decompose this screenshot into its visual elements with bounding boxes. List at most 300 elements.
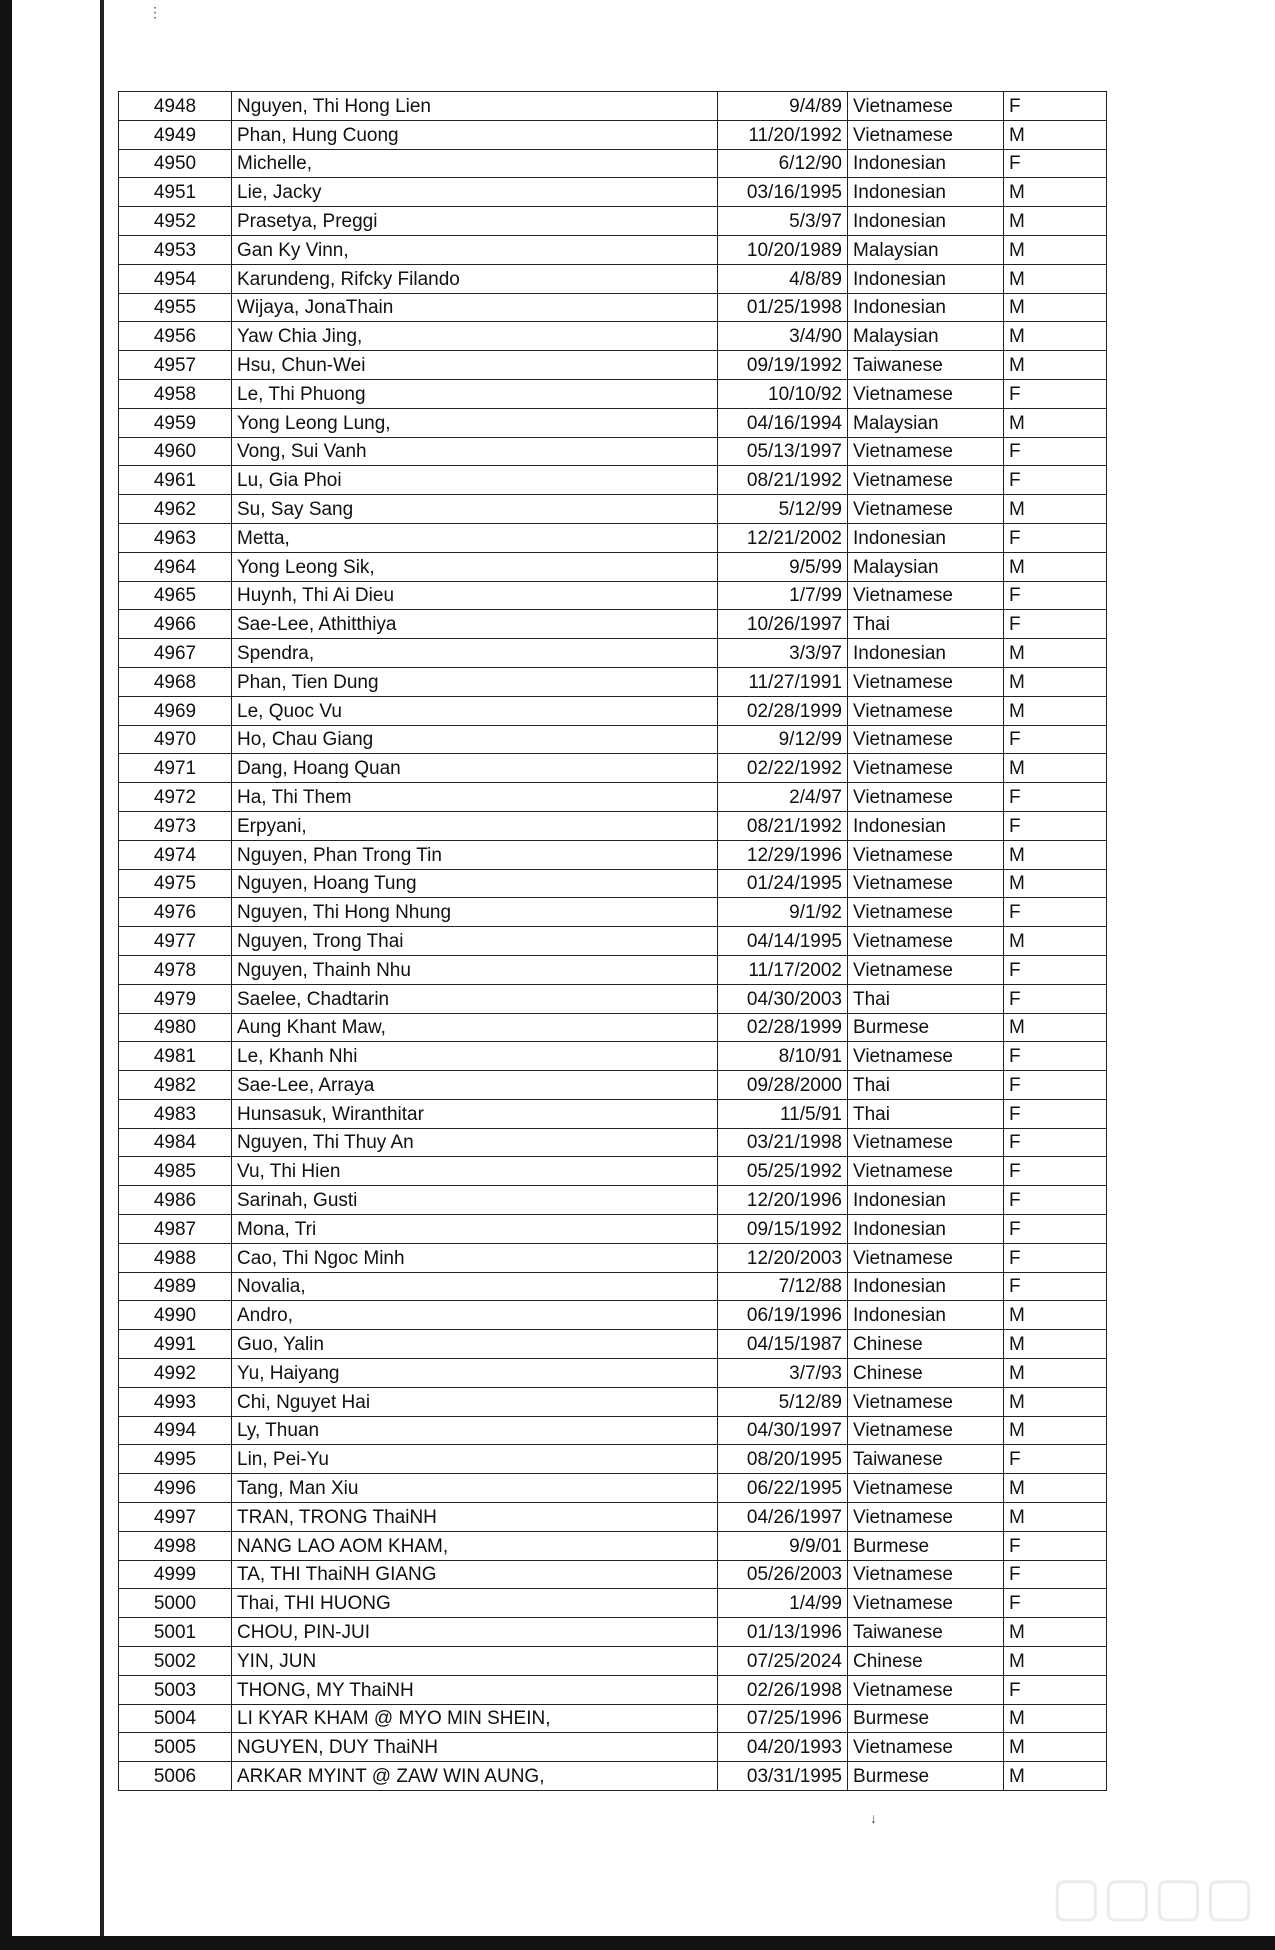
record-dob-cell: 3/3/97 [718,639,848,668]
record-nationality-cell: Vietnamese [848,898,1004,927]
record-nationality-cell: Indonesian [848,1301,1004,1330]
record-id-cell: 4980 [119,1013,232,1042]
record-dob-cell: 03/21/1998 [718,1128,848,1157]
record-sex-cell: M [1004,1618,1107,1647]
record-sex-cell: F [1004,984,1107,1013]
table-row [119,984,1107,1013]
record-nationality-cell: Vietnamese [848,1128,1004,1157]
record-dob-cell: 08/20/1995 [718,1445,848,1474]
table-row [119,1157,1107,1186]
table-row [119,1301,1107,1330]
record-id-cell: 4961 [119,466,232,495]
record-nationality-cell: Indonesian [848,1186,1004,1215]
record-dob-cell: 02/28/1999 [718,696,848,725]
record-nationality-cell: Malaysian [848,408,1004,437]
record-dob-cell: 06/22/1995 [718,1474,848,1503]
record-nationality-cell: Vietnamese [848,379,1004,408]
record-dob-cell: 12/20/1996 [718,1186,848,1215]
record-nationality-cell: Vietnamese [848,754,1004,783]
record-id-cell: 4974 [119,840,232,869]
record-nationality-cell: Vietnamese [848,667,1004,696]
record-nationality-cell: Indonesian [848,149,1004,178]
record-dob-cell: 02/26/1998 [718,1675,848,1704]
record-name-cell: Lin, Pei-Yu [232,1445,718,1474]
record-dob-cell: 04/30/2003 [718,984,848,1013]
scan-speck: ⋮ [148,4,162,20]
record-sex-cell: M [1004,1704,1107,1733]
record-dob-cell: 10/26/1997 [718,610,848,639]
record-nationality-cell: Vietnamese [848,1675,1004,1704]
record-dob-cell: 05/26/2003 [718,1560,848,1589]
record-nationality-cell: Vietnamese [848,437,1004,466]
record-sex-cell: M [1004,495,1107,524]
record-nationality-cell: Vietnamese [848,1243,1004,1272]
record-nationality-cell: Malaysian [848,322,1004,351]
record-name-cell: Nguyen, Thi Hong Lien [232,92,718,121]
table-row [119,437,1107,466]
record-id-cell: 4956 [119,322,232,351]
record-id-cell: 4952 [119,207,232,236]
record-id-cell: 4972 [119,783,232,812]
record-sex-cell: F [1004,725,1107,754]
record-name-cell: Huynh, Thi Ai Dieu [232,581,718,610]
table-row [119,667,1107,696]
record-dob-cell: 9/9/01 [718,1531,848,1560]
record-nationality-cell: Burmese [848,1762,1004,1791]
record-nationality-cell: Vietnamese [848,495,1004,524]
record-nationality-cell: Vietnamese [848,725,1004,754]
record-sex-cell: F [1004,783,1107,812]
table-row [119,1675,1107,1704]
record-nationality-cell: Indonesian [848,1215,1004,1244]
record-dob-cell: 10/20/1989 [718,235,848,264]
record-dob-cell: 3/7/93 [718,1359,848,1388]
record-sex-cell: F [1004,1128,1107,1157]
record-id-cell: 5004 [119,1704,232,1733]
table-row [119,1560,1107,1589]
record-dob-cell: 04/20/1993 [718,1733,848,1762]
record-id-cell: 5000 [119,1589,232,1618]
table-row [119,1531,1107,1560]
record-nationality-cell: Taiwanese [848,351,1004,380]
record-name-cell: CHOU, PIN-JUI [232,1618,718,1647]
record-id-cell: 4969 [119,696,232,725]
record-name-cell: Nguyen, Hoang Tung [232,869,718,898]
record-id-cell: 4953 [119,235,232,264]
table-row [119,783,1107,812]
table-row [119,523,1107,552]
record-sex-cell: F [1004,1531,1107,1560]
record-sex-cell: F [1004,1215,1107,1244]
record-name-cell: Ha, Thi Them [232,783,718,812]
record-sex-cell: M [1004,235,1107,264]
record-name-cell: Thai, THI HUONG [232,1589,718,1618]
record-dob-cell: 07/25/2024 [718,1647,848,1676]
record-id-cell: 4963 [119,523,232,552]
record-id-cell: 4989 [119,1272,232,1301]
table-row [119,639,1107,668]
record-name-cell: TA, THI ThaiNH GIANG [232,1560,718,1589]
table-row [119,322,1107,351]
record-id-cell: 4973 [119,811,232,840]
record-id-cell: 4955 [119,293,232,322]
record-id-cell: 4975 [119,869,232,898]
record-dob-cell: 11/17/2002 [718,955,848,984]
record-id-cell: 4976 [119,898,232,927]
record-sex-cell: M [1004,927,1107,956]
record-name-cell: Vong, Sui Vanh [232,437,718,466]
record-id-cell: 4949 [119,120,232,149]
record-name-cell: Nguyen, Phan Trong Tin [232,840,718,869]
record-name-cell: Karundeng, Rifcky Filando [232,264,718,293]
record-id-cell: 4964 [119,552,232,581]
record-dob-cell: 2/4/97 [718,783,848,812]
record-nationality-cell: Vietnamese [848,1042,1004,1071]
record-id-cell: 4995 [119,1445,232,1474]
record-sex-cell: F [1004,92,1107,121]
record-id-cell: 4954 [119,264,232,293]
record-nationality-cell: Taiwanese [848,1618,1004,1647]
record-dob-cell: 04/15/1987 [718,1330,848,1359]
record-dob-cell: 05/25/1992 [718,1157,848,1186]
record-id-cell: 4967 [119,639,232,668]
table-row [119,379,1107,408]
record-nationality-cell: Thai [848,610,1004,639]
record-id-cell: 4992 [119,1359,232,1388]
record-id-cell: 4971 [119,754,232,783]
record-name-cell: Mona, Tri [232,1215,718,1244]
record-name-cell: Guo, Yalin [232,1330,718,1359]
record-name-cell: Lie, Jacky [232,178,718,207]
record-sex-cell: M [1004,178,1107,207]
scan-speck: ↓ [870,1810,877,1826]
record-sex-cell: M [1004,293,1107,322]
record-sex-cell: M [1004,408,1107,437]
record-dob-cell: 5/3/97 [718,207,848,236]
record-dob-cell: 4/8/89 [718,264,848,293]
record-dob-cell: 11/5/91 [718,1099,848,1128]
record-dob-cell: 12/21/2002 [718,523,848,552]
record-sex-cell: M [1004,207,1107,236]
table-row [119,1503,1107,1532]
records-table [118,91,1107,1791]
table-row [119,552,1107,581]
record-dob-cell: 6/12/90 [718,149,848,178]
record-nationality-cell: Thai [848,1071,1004,1100]
record-nationality-cell: Vietnamese [848,840,1004,869]
record-name-cell: Chi, Nguyet Hai [232,1387,718,1416]
record-nationality-cell: Indonesian [848,639,1004,668]
record-dob-cell: 02/28/1999 [718,1013,848,1042]
record-nationality-cell: Indonesian [848,207,1004,236]
table-row [119,178,1107,207]
table-row [119,293,1107,322]
record-id-cell: 4994 [119,1416,232,1445]
record-id-cell: 5006 [119,1762,232,1791]
record-name-cell: Hunsasuk, Wiranthitar [232,1099,718,1128]
record-name-cell: Lu, Gia Phoi [232,466,718,495]
record-nationality-cell: Vietnamese [848,92,1004,121]
record-dob-cell: 10/10/92 [718,379,848,408]
record-name-cell: NGUYEN, DUY ThaiNH [232,1733,718,1762]
record-sex-cell: F [1004,1042,1107,1071]
table-row [119,92,1107,121]
record-dob-cell: 12/20/2003 [718,1243,848,1272]
record-nationality-cell: Vietnamese [848,1503,1004,1532]
record-sex-cell: M [1004,1503,1107,1532]
table-row [119,1243,1107,1272]
record-name-cell: Yong Leong Lung, [232,408,718,437]
record-nationality-cell: Chinese [848,1647,1004,1676]
record-id-cell: 4987 [119,1215,232,1244]
table-row [119,1272,1107,1301]
record-name-cell: Ly, Thuan [232,1416,718,1445]
record-name-cell: Dang, Hoang Quan [232,754,718,783]
record-dob-cell: 3/4/90 [718,322,848,351]
record-nationality-cell: Burmese [848,1704,1004,1733]
record-nationality-cell: Vietnamese [848,1387,1004,1416]
record-nationality-cell: Vietnamese [848,1589,1004,1618]
table-row [119,1762,1107,1791]
record-dob-cell: 09/19/1992 [718,351,848,380]
record-name-cell: ARKAR MYINT @ ZAW WIN AUNG, [232,1762,718,1791]
table-row [119,1445,1107,1474]
record-dob-cell: 09/15/1992 [718,1215,848,1244]
record-dob-cell: 08/21/1992 [718,811,848,840]
record-sex-cell: F [1004,955,1107,984]
record-dob-cell: 02/22/1992 [718,754,848,783]
record-dob-cell: 05/13/1997 [718,437,848,466]
table-row [119,1013,1107,1042]
record-name-cell: Sae-Lee, Athitthiya [232,610,718,639]
record-dob-cell: 11/27/1991 [718,667,848,696]
table-row [119,927,1107,956]
record-id-cell: 5005 [119,1733,232,1762]
record-name-cell: Su, Say Sang [232,495,718,524]
record-name-cell: Tang, Man Xiu [232,1474,718,1503]
record-dob-cell: 04/30/1997 [718,1416,848,1445]
record-id-cell: 4986 [119,1186,232,1215]
record-nationality-cell: Taiwanese [848,1445,1004,1474]
record-dob-cell: 1/7/99 [718,581,848,610]
record-id-cell: 4981 [119,1042,232,1071]
record-sex-cell: F [1004,610,1107,639]
record-name-cell: Prasetya, Preggi [232,207,718,236]
table-row [119,1704,1107,1733]
record-name-cell: Metta, [232,523,718,552]
record-dob-cell: 11/20/1992 [718,120,848,149]
record-nationality-cell: Indonesian [848,523,1004,552]
record-nationality-cell: Indonesian [848,293,1004,322]
record-id-cell: 4965 [119,581,232,610]
table-row [119,1618,1107,1647]
record-sex-cell: F [1004,149,1107,178]
table-row [119,610,1107,639]
record-name-cell: Saelee, Chadtarin [232,984,718,1013]
table-row [119,1099,1107,1128]
record-sex-cell: M [1004,869,1107,898]
scan-border-bottom [0,1936,1275,1950]
record-nationality-cell: Thai [848,984,1004,1013]
record-name-cell: LI KYAR KHAM @ MYO MIN SHEIN, [232,1704,718,1733]
record-id-cell: 4988 [119,1243,232,1272]
record-id-cell: 5001 [119,1618,232,1647]
table-row [119,1647,1107,1676]
table-row [119,235,1107,264]
record-nationality-cell: Vietnamese [848,1560,1004,1589]
record-nationality-cell: Burmese [848,1013,1004,1042]
record-name-cell: YIN, JUN [232,1647,718,1676]
record-dob-cell: 07/25/1996 [718,1704,848,1733]
record-id-cell: 4950 [119,149,232,178]
record-dob-cell: 04/14/1995 [718,927,848,956]
record-id-cell: 4962 [119,495,232,524]
record-id-cell: 4983 [119,1099,232,1128]
record-id-cell: 4968 [119,667,232,696]
record-nationality-cell: Vietnamese [848,783,1004,812]
record-id-cell: 4951 [119,178,232,207]
record-sex-cell: M [1004,840,1107,869]
record-name-cell: Hsu, Chun-Wei [232,351,718,380]
record-name-cell: Cao, Thi Ngoc Minh [232,1243,718,1272]
table-row [119,898,1107,927]
record-dob-cell: 9/4/89 [718,92,848,121]
record-name-cell: Nguyen, Thi Hong Nhung [232,898,718,927]
table-row [119,725,1107,754]
record-sex-cell: M [1004,1359,1107,1388]
record-name-cell: Aung Khant Maw, [232,1013,718,1042]
record-sex-cell: M [1004,696,1107,725]
record-name-cell: Phan, Tien Dung [232,667,718,696]
record-id-cell: 4960 [119,437,232,466]
record-nationality-cell: Vietnamese [848,120,1004,149]
record-nationality-cell: Thai [848,1099,1004,1128]
table-row [119,840,1107,869]
record-id-cell: 5003 [119,1675,232,1704]
record-sex-cell: F [1004,1186,1107,1215]
record-name-cell: NANG LAO AOM KHAM, [232,1531,718,1560]
table-row [119,1128,1107,1157]
record-name-cell: Le, Khanh Nhi [232,1042,718,1071]
record-id-cell: 4959 [119,408,232,437]
record-id-cell: 4978 [119,955,232,984]
table-row [119,955,1107,984]
record-dob-cell: 9/5/99 [718,552,848,581]
record-dob-cell: 7/12/88 [718,1272,848,1301]
record-id-cell: 4996 [119,1474,232,1503]
table-row [119,1359,1107,1388]
record-sex-cell: F [1004,1243,1107,1272]
record-nationality-cell: Indonesian [848,1272,1004,1301]
record-nationality-cell: Vietnamese [848,466,1004,495]
record-dob-cell: 06/19/1996 [718,1301,848,1330]
record-name-cell: Novalia, [232,1272,718,1301]
record-dob-cell: 9/1/92 [718,898,848,927]
record-dob-cell: 04/16/1994 [718,408,848,437]
table-row [119,754,1107,783]
table-row [119,495,1107,524]
record-sex-cell: M [1004,1416,1107,1445]
table-row [119,351,1107,380]
record-id-cell: 4958 [119,379,232,408]
record-nationality-cell: Vietnamese [848,955,1004,984]
record-id-cell: 4970 [119,725,232,754]
record-nationality-cell: Malaysian [848,235,1004,264]
record-name-cell: Nguyen, Thi Thuy An [232,1128,718,1157]
record-nationality-cell: Vietnamese [848,1416,1004,1445]
record-dob-cell: 12/29/1996 [718,840,848,869]
records-table-body [119,92,1107,1791]
record-sex-cell: M [1004,552,1107,581]
record-dob-cell: 08/21/1992 [718,466,848,495]
record-nationality-cell: Vietnamese [848,581,1004,610]
table-row [119,466,1107,495]
record-name-cell: Le, Thi Phuong [232,379,718,408]
record-dob-cell: 8/10/91 [718,1042,848,1071]
scan-border-line [100,0,104,1950]
table-row [119,264,1107,293]
table-row [119,1215,1107,1244]
record-nationality-cell: Indonesian [848,811,1004,840]
record-dob-cell: 5/12/89 [718,1387,848,1416]
record-id-cell: 4997 [119,1503,232,1532]
table-row [119,581,1107,610]
record-sex-cell: F [1004,811,1107,840]
record-name-cell: Sarinah, Gusti [232,1186,718,1215]
record-sex-cell: F [1004,1589,1107,1618]
record-sex-cell: F [1004,437,1107,466]
record-sex-cell: M [1004,1474,1107,1503]
record-sex-cell: F [1004,1675,1107,1704]
record-dob-cell: 09/28/2000 [718,1071,848,1100]
table-row [119,1387,1107,1416]
record-sex-cell: M [1004,1013,1107,1042]
record-sex-cell: M [1004,1387,1107,1416]
table-row [119,1589,1107,1618]
record-sex-cell: M [1004,639,1107,668]
record-nationality-cell: Vietnamese [848,869,1004,898]
watermark-logo: ▢▢▢▢ [1050,1865,1255,1928]
record-id-cell: 5002 [119,1647,232,1676]
record-name-cell: Erpyani, [232,811,718,840]
record-sex-cell: F [1004,1445,1107,1474]
record-nationality-cell: Burmese [848,1531,1004,1560]
record-sex-cell: M [1004,351,1107,380]
record-nationality-cell: Chinese [848,1359,1004,1388]
record-id-cell: 4948 [119,92,232,121]
record-sex-cell: M [1004,264,1107,293]
record-name-cell: Ho, Chau Giang [232,725,718,754]
record-sex-cell: M [1004,1330,1107,1359]
table-row [119,207,1107,236]
record-id-cell: 4982 [119,1071,232,1100]
record-name-cell: Yong Leong Sik, [232,552,718,581]
record-sex-cell: F [1004,523,1107,552]
record-name-cell: Nguyen, Thainh Nhu [232,955,718,984]
record-id-cell: 4979 [119,984,232,1013]
record-dob-cell: 01/25/1998 [718,293,848,322]
record-dob-cell: 03/31/1995 [718,1762,848,1791]
record-name-cell: Nguyen, Trong Thai [232,927,718,956]
record-id-cell: 4999 [119,1560,232,1589]
table-row [119,1042,1107,1071]
table-row [119,696,1107,725]
record-id-cell: 4998 [119,1531,232,1560]
table-row [119,1071,1107,1100]
table-row [119,1330,1107,1359]
record-dob-cell: 1/4/99 [718,1589,848,1618]
record-dob-cell: 01/13/1996 [718,1618,848,1647]
